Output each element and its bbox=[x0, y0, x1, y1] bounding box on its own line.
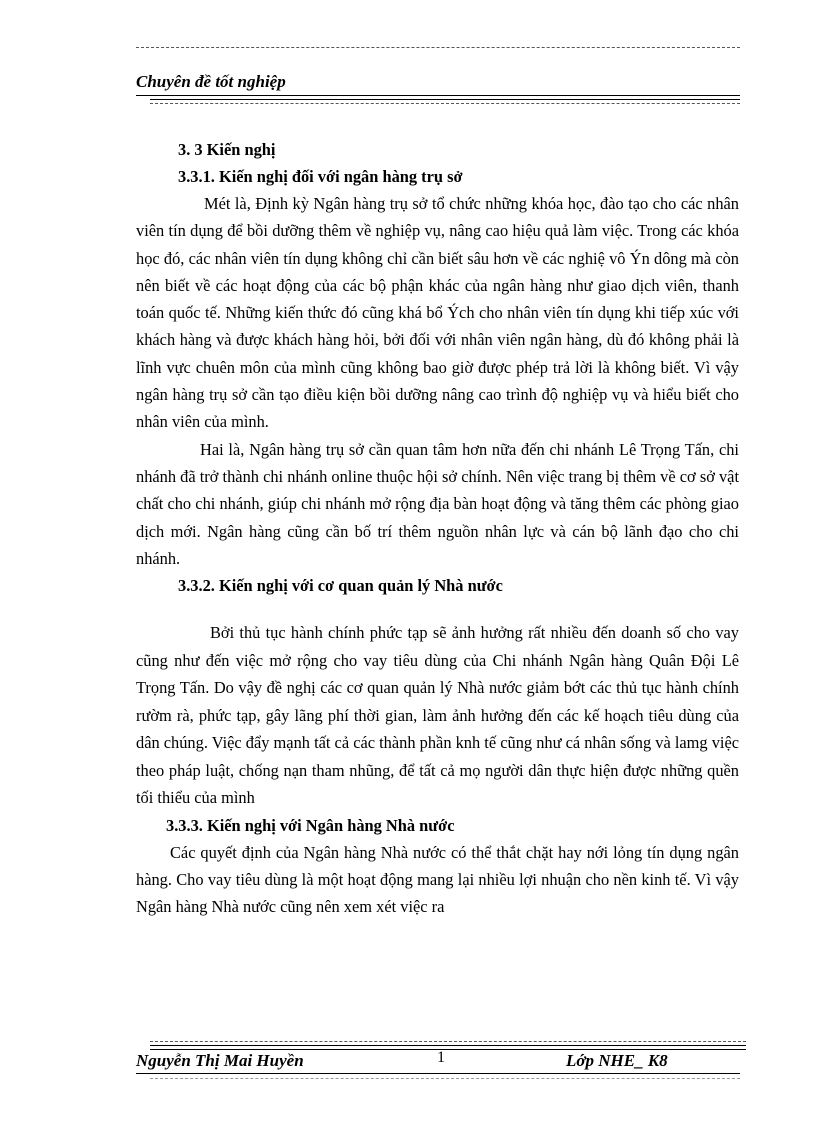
footer-author: Nguyễn Thị Mai Huyền bbox=[136, 1051, 304, 1070]
footer-rule-3 bbox=[150, 1049, 746, 1050]
blank-line bbox=[136, 599, 739, 619]
section-heading-3-3-2: 3.3.2. Kiến nghị với cơ quan quản lý Nhà nước bbox=[178, 576, 503, 596]
document-body bbox=[136, 136, 739, 920]
header-rule-3 bbox=[150, 103, 740, 104]
section-heading-3-3-1: 3.3.1. Kiến nghị đối với ngân hàng trụ sở bbox=[178, 167, 463, 186]
paragraph-3-3-1-first: Mét là, Định kỳ Ngân hàng trụ sở tổ chức những khóa học, đào tạo cho các nhân viên tín dụng để bồi dưỡng thêm về nghiệp vụ, nâng cao hiệu quả làm việc. Trong các khóa học đó, các nhân viên tín dụng không chỉ cần biết sâu hơn về các nghiệ vô Ýn dông mà còn nên biết về các hoạt động của các bộ phận khác của ngân hàng như giao dịch viên, thanh toán quốc tế. Những kiến thức đó cũng khá bổ Ých cho nhân viên tín dụng khi tiếp xúc với khách hàng và được khách hàng hỏi, bởi đối với nhân viên ngân hàng, dù đó không phải là lĩnh vực chuên môn của mình cũng không bao giờ được phép trả lời là không biết. Vì vậy ngân hàng trụ sở cần tạo điều kiện bồi dưỡng nâng cao trình độ nghiệp vụ và hiểu biết cho nhân viên của mình. bbox=[136, 194, 739, 432]
header-rule-1 bbox=[136, 95, 740, 96]
footer-page-number: 1 bbox=[437, 1049, 445, 1066]
footer-bottom-rule bbox=[136, 1073, 740, 1074]
header-title: Chuyên đề tốt nghiệp bbox=[136, 72, 286, 91]
section-heading-3-3-3: 3.3.3. Kiến nghị với Ngân hàng Nhà nước bbox=[166, 815, 455, 835]
paragraph-3-3-1-second: Hai là, Ngân hàng trụ sở cần quan tâm hơn nữa đến chi nhánh Lê Trọng Tấn, chi nhánh đã trở thành chi nhánh online thuộc hội sở chính. Nên việc trang bị thêm về cơ sở vật chất cho chi nhánh, giúp chi nhánh mở rộng địa bàn hoạt động và tăng thêm các phòng giao dịch mới. Ngân hàng cũng cần bố trí thêm nguồn nhân lực và cán bộ lãnh đạo cho chi nhánh. bbox=[136, 439, 739, 568]
footer-class-label: Lớp NHE_ K8 bbox=[566, 1051, 668, 1070]
section-heading-3-3: 3. 3 Kiến nghị bbox=[178, 140, 276, 159]
paragraph-3-3-3: Các quyết định của Ngân hàng Nhà nước có thể thắt chặt hay nới lỏng tín dụng ngân hàng. Cho vay tiêu dùng là một hoạt động mang lại nhiều lợi nhuận cho nền kinh tế. Vì vậy Ngân hàng Nhà nước cũng nên xem xét việc ra bbox=[136, 842, 739, 916]
paragraph-3-3-2: Bởi thủ tục hành chính phức tạp sẽ ảnh hưởng rất nhiều đến doanh số cho vay cũng như đến việc mở rộng cho vay tiêu dùng của Chi nhánh Ngân hàng Quân Đội Lê Trọng Tấn. Do vậy đề nghị các cơ quan quản lý Nhà nước giảm bớt các thủ tục hành chính rườm rà, phức tạp, gây lãng phí thời gian, làm ảnh hưởng đến các kế hoạch tiêu dùng của dân chúng. Việc đẩy mạnh tất cả các thành phần knh tế cũng như cá nhân sống và lamg việc theo pháp luật, chống nạn tham nhũng, để tất cả mọ người dân thực hiện được những quền tối thiểu của mình bbox=[136, 623, 739, 808]
header-rule-2 bbox=[150, 99, 740, 100]
header-top-dashed-rule bbox=[136, 47, 740, 48]
footer-bottom-dashed-rule bbox=[150, 1078, 740, 1079]
footer-rule-2 bbox=[150, 1045, 746, 1046]
footer-rule-1 bbox=[150, 1041, 746, 1042]
